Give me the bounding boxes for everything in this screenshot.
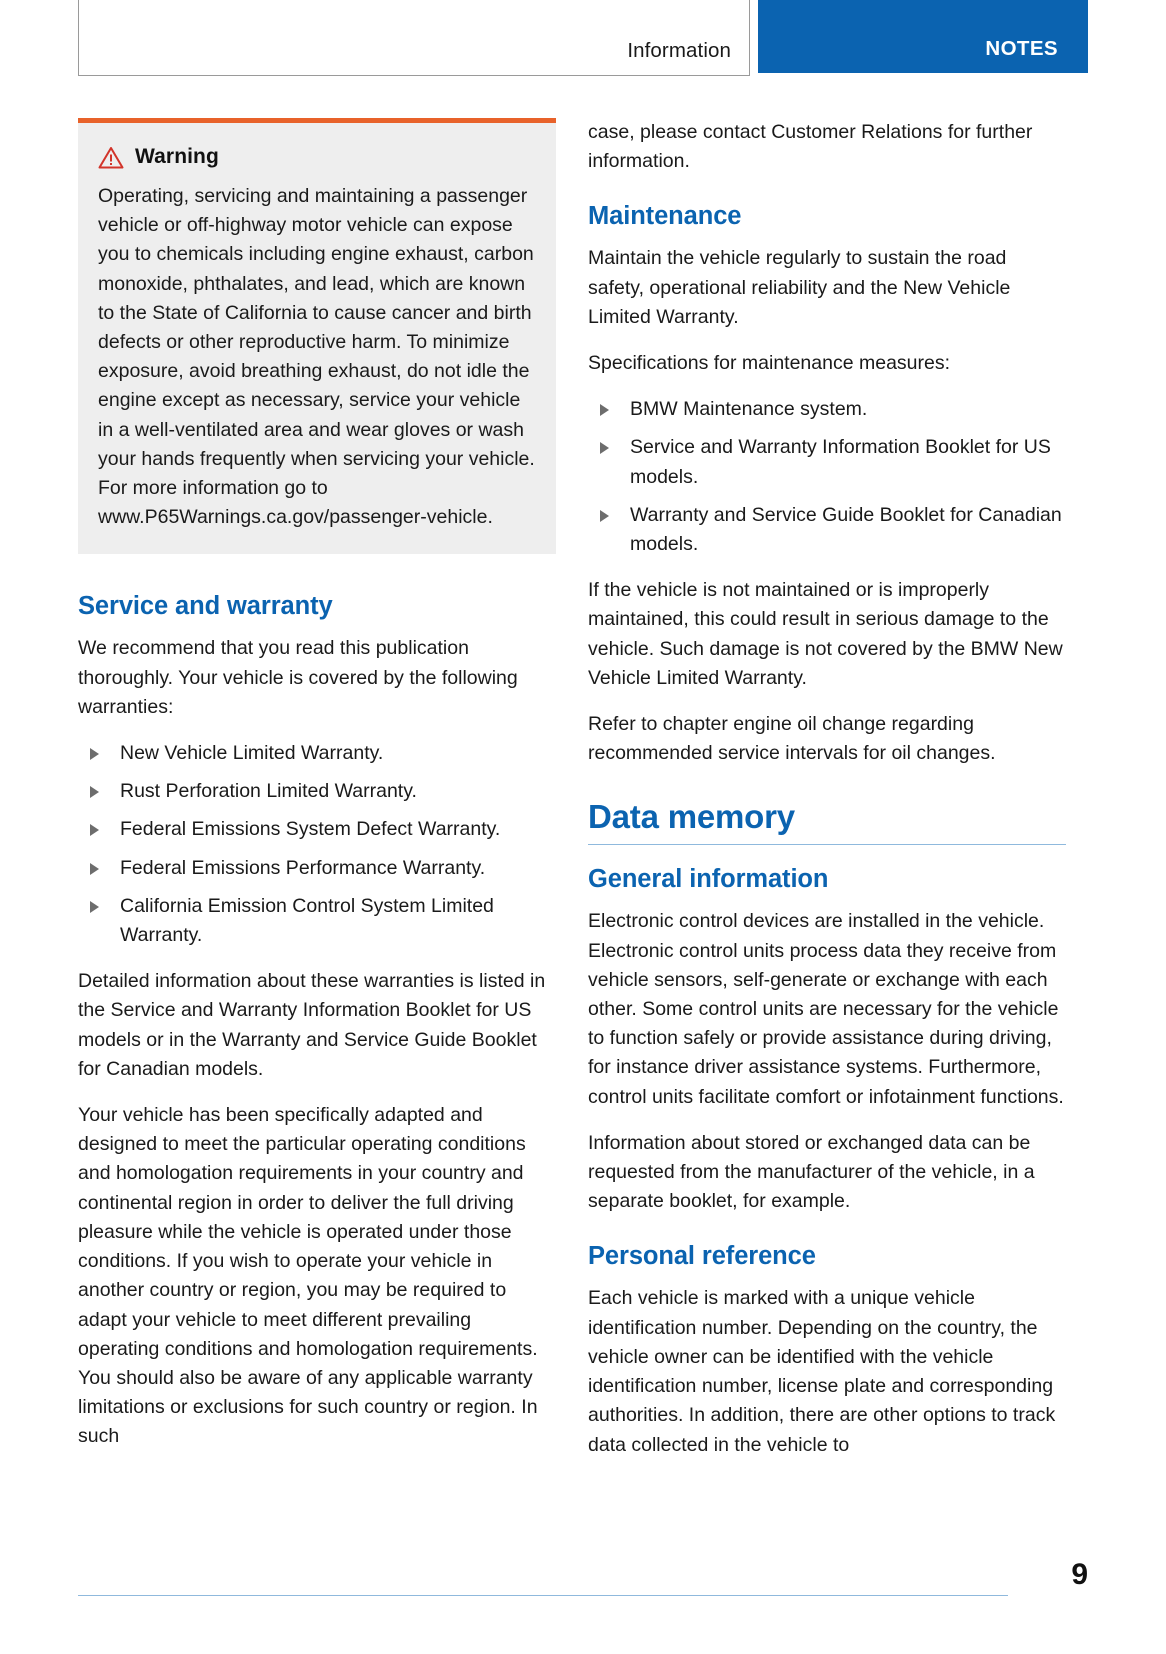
list-item-label: BMW Maintenance system. [630,398,868,421]
service-warranty-intro: We recommend that you read this publication thoroughly. Your vehicle is covered by the following warranties: [78,637,518,718]
bullet-triangle-icon [90,824,99,836]
header-section-box [78,0,750,76]
warning-header [98,145,536,169]
page-number: 9 [1071,1558,1088,1591]
header-chapter-tab [758,0,1088,73]
list-item [78,815,556,844]
list-item [588,395,1066,424]
maintenance-paragraph-4: Refer to chapter engine oil change regarding recommended service intervals for oil changes. [588,713,996,765]
right-column [588,118,1066,1477]
list-item-label: Federal Emissions System Defect Warranty. [120,818,501,841]
warranty-list [78,739,556,950]
bullet-triangle-icon [90,748,99,760]
header-chapter-label: NOTES [985,37,1058,60]
maintenance-paragraph-1: Maintain the vehicle regularly to sustain the road safety, operational reliability and the New Vehicle Limited Warranty. [588,247,1011,328]
heading-maintenance: Maintenance [588,202,742,231]
list-item [78,777,556,806]
service-warranty-paragraph-3: Your vehicle has been specifically adapted and designed to meet the particular operating conditions and homologation requirements in your country and continental region in order to deliver the full driving pleasure while the vehicle is operated under those conditions. If you wish to operate your vehicle in another country or region, you may be required to adapt your vehicle to meet different prevailing operating conditions and homologation requirements. You should also be aware of any applicable warranty limitations or exclusions for such country or region. In such [78,1104,538,1448]
list-item-label: Warranty and Service Guide Booklet for Canadian models. [630,503,1062,556]
warning-box [78,118,556,554]
heading-general-information: General information [588,865,829,894]
list-item [588,501,1066,559]
list-item [78,854,556,883]
heading-rule [588,844,1066,845]
continued-paragraph: case, please contact Customer Relations for further information. [588,121,1033,173]
list-item-label: California Emission Control System Limited Warranty. [120,894,494,947]
maintenance-paragraph-3: If the vehicle is not maintained or is improperly maintained, this could result in serious damage to the vehicle. Such damage is not covered by the BMW New Vehicle Limited Warranty. [588,579,1063,689]
bullet-triangle-icon [90,901,99,913]
bullet-triangle-icon [90,863,99,875]
footer-rule [78,1595,1008,1596]
list-item [78,739,556,768]
heading-service-and-warranty: Service and warranty [78,592,333,621]
page-header [0,0,1166,78]
general-information-paragraph-1: Electronic control devices are installed in the vehicle. Electronic control units process data they receive from vehicle sensors, self-generate or exchange with each other. Some control units are necessary for the vehicle to function safely or provide assistance during driving, for instance driver assistance systems. Furthermore, control units facilitate comfort or infotainment functions. [588,910,1064,1108]
general-information-paragraph-2: Information about stored or exchanged data can be requested from the manufacturer of the vehicle, in a separate booklet, for example. [588,1131,1035,1213]
bullet-triangle-icon [600,404,609,416]
bullet-triangle-icon [600,442,609,454]
list-item [78,892,556,950]
bullet-triangle-icon [600,510,609,522]
warning-text: Operating, servicing and maintaining a passenger vehicle or off-highway motor vehicle can expose you to chemicals including engine exhaust, carbon monoxide, phthalates, and lead, which are known to the State of California to cause cancer and birth defects or other reproductive harm. To minimize exposure, avoid breathing exhaust, do not idle the engine except as necessary, service your vehicle in a well-ventilated area and wear gloves or wash your hands frequently when servicing your vehicle. For more information go to www.P65Warnings.ca.gov/passenger-vehicle. [98,185,535,529]
heading-data-memory: Data memory [588,798,795,836]
personal-reference-paragraph-1: Each vehicle is marked with a unique vehicle identification number. Depending on the country, the vehicle owner can be identified with the vehicle identification number, license plate and corresponding authorities. In addition, there are other options to track data collected in the vehicle to [588,1287,1056,1456]
warning-triangle-icon [98,146,124,169]
header-section-label: Information [627,39,731,62]
service-warranty-paragraph-2: Detailed information about these warranties is listed in the Service and Warranty Information Booklet for US models or in the Warranty and Service Guide Booklet for Canadian models. [78,970,546,1080]
warning-title: Warning [135,145,219,168]
maintenance-list [588,395,1066,559]
list-item [588,433,1066,491]
maintenance-paragraph-2: Specifications for maintenance measures: [588,352,951,375]
left-column [78,118,556,1469]
list-item-label: New Vehicle Limited Warranty. [120,742,384,765]
bullet-triangle-icon [90,786,99,798]
list-item-label: Rust Perforation Limited Warranty. [120,780,417,803]
list-item-label: Federal Emissions Performance Warranty. [120,856,486,879]
list-item-label: Service and Warranty Information Booklet for US models. [630,436,1051,488]
heading-personal-reference: Personal reference [588,1242,816,1271]
